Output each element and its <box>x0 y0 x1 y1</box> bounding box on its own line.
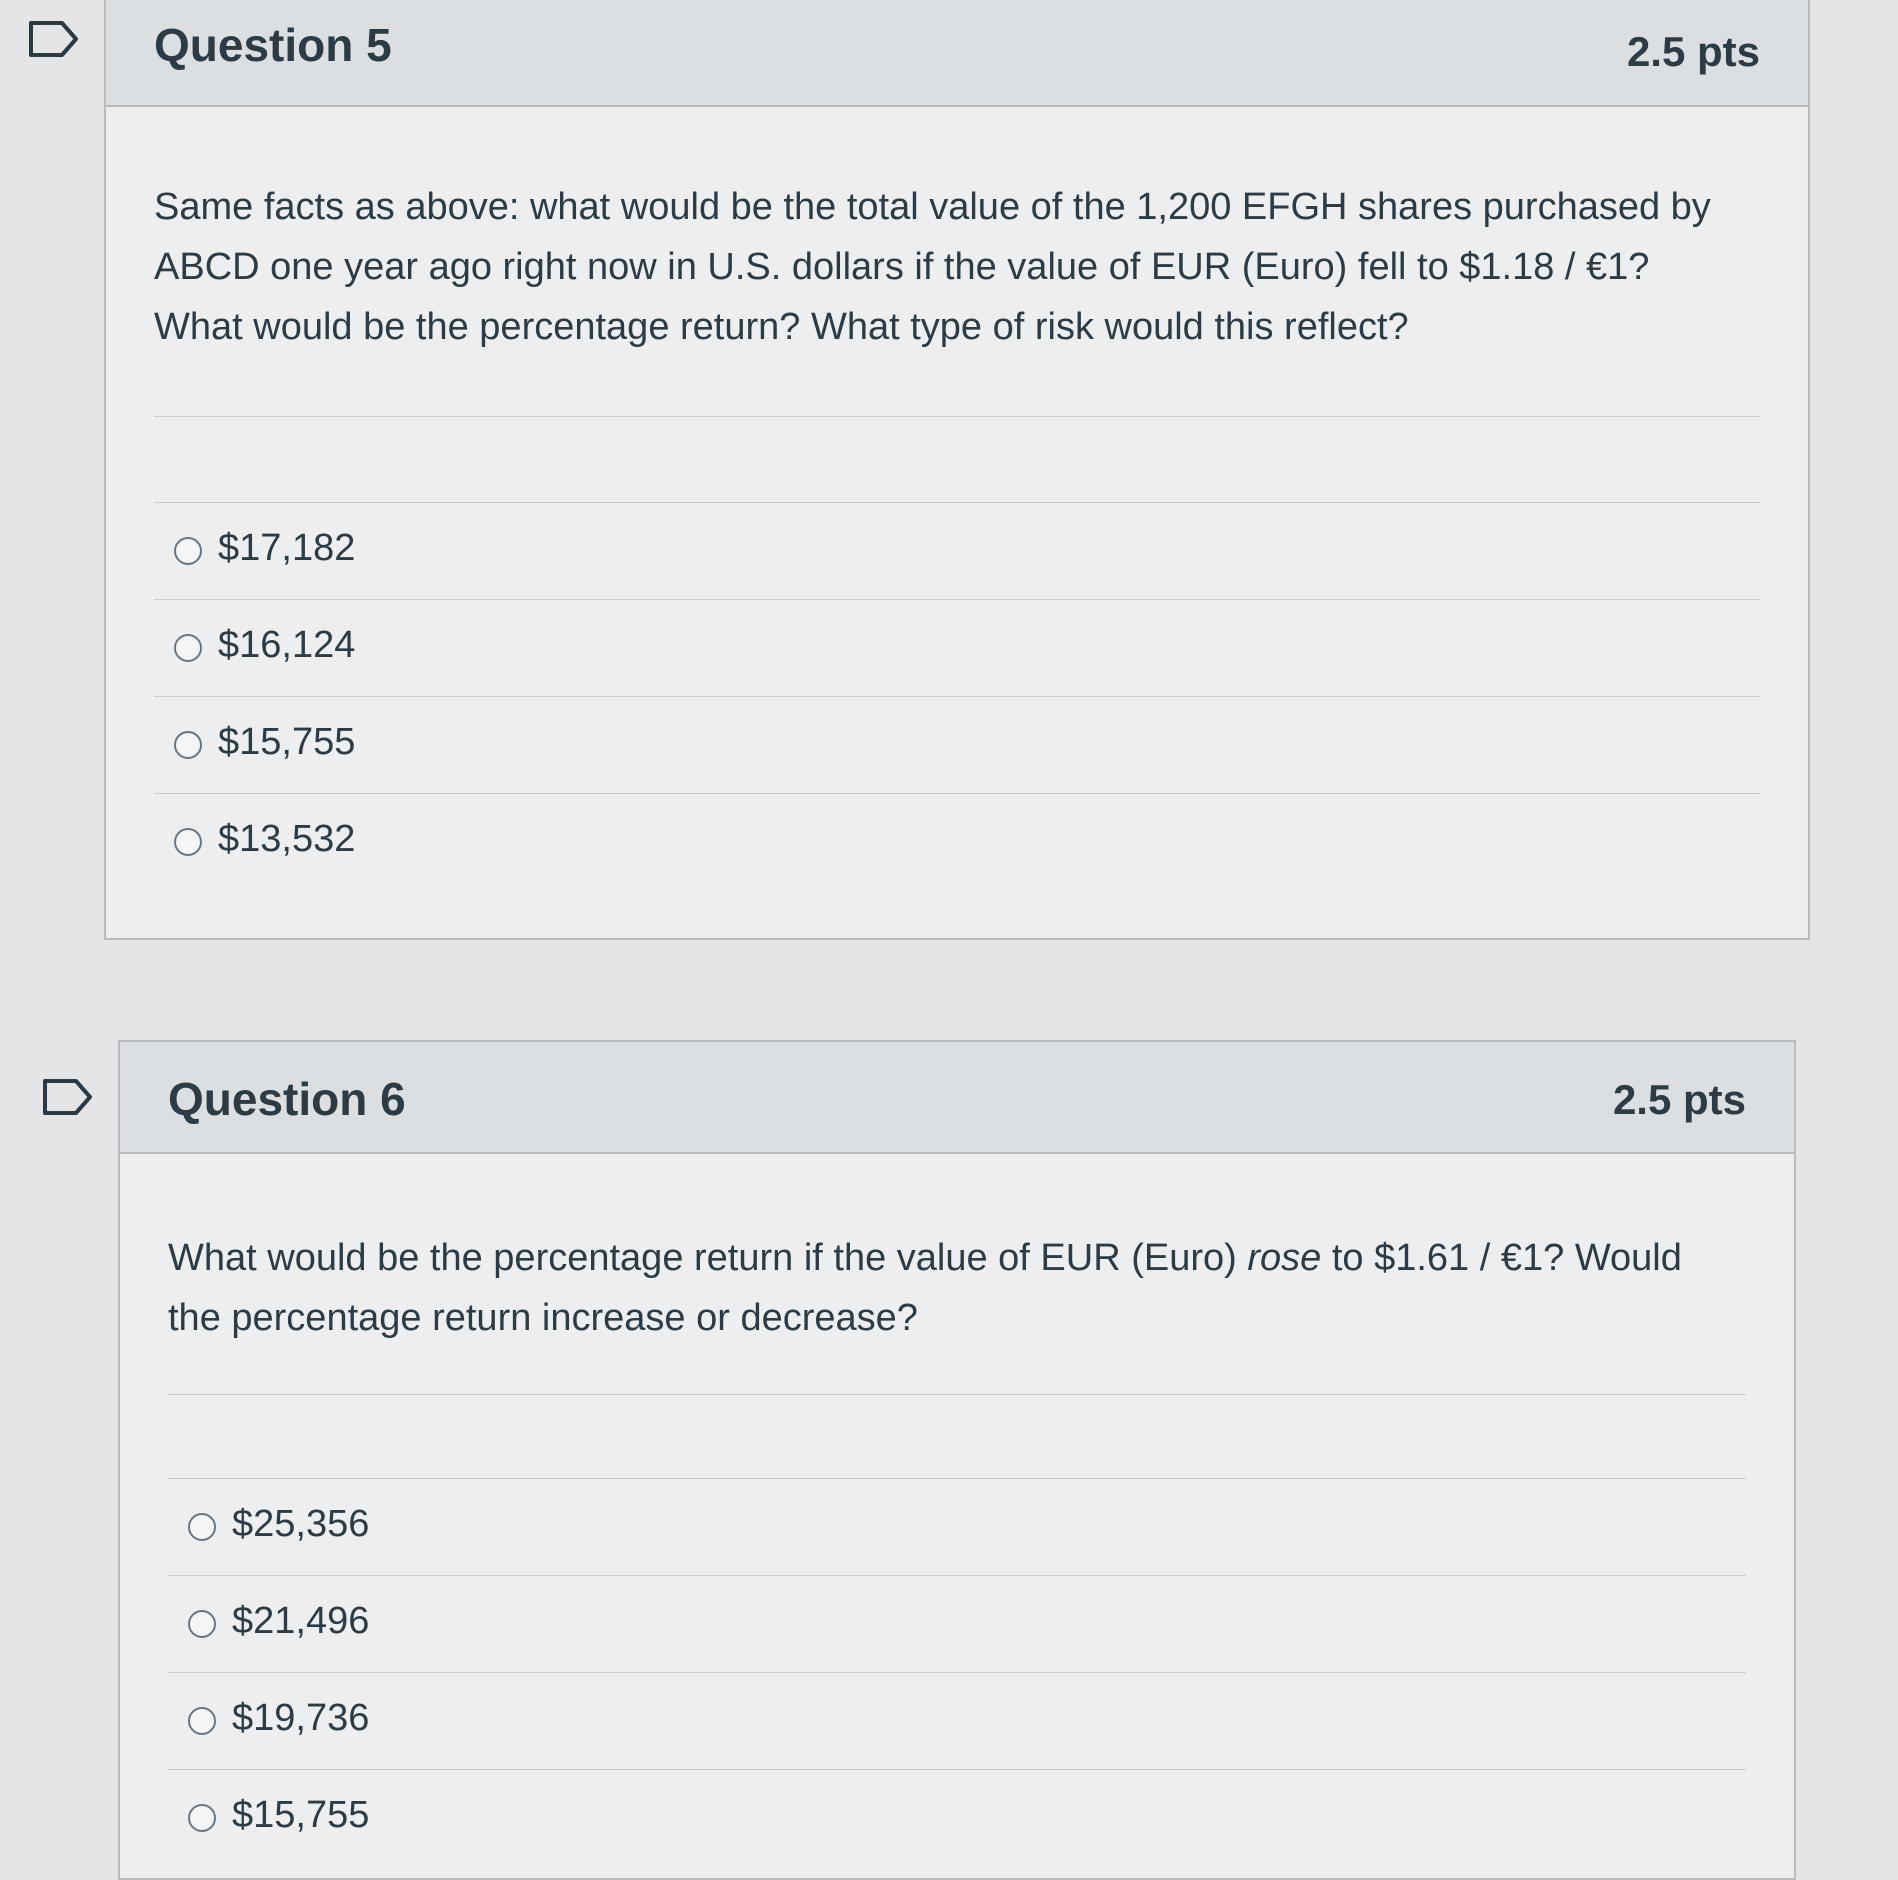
question-5-answer-option[interactable] <box>154 599 1760 696</box>
radio-button[interactable] <box>188 1707 216 1735</box>
radio-button[interactable] <box>174 731 202 759</box>
question-6-answer-option[interactable] <box>168 1769 1746 1866</box>
question-6-answer-option[interactable] <box>168 1478 1746 1575</box>
flag-question-5-icon[interactable] <box>28 20 80 58</box>
question-5-answer-option[interactable] <box>154 793 1760 890</box>
answer-label: $16,124 <box>218 624 356 666</box>
question-6-answer-option[interactable] <box>168 1575 1746 1672</box>
question-5-title: Question 5 <box>154 19 392 71</box>
flag-question-6-icon[interactable] <box>42 1078 94 1116</box>
answer-label: $21,496 <box>232 1600 370 1642</box>
question-5-text-line-2: ABCD one year ago right now in U.S. dollars if the value of EUR (Euro) fell to $1.18 / €1? <box>154 246 1650 288</box>
answer-label: $17,182 <box>218 527 356 569</box>
question-5-card <box>104 0 1810 940</box>
question-6-answer-option[interactable] <box>168 1672 1746 1769</box>
question-6-text-line-1 <box>168 1228 1768 1288</box>
question-6-text-part-2: to $1.61 / €1? Would <box>1321 1237 1682 1279</box>
answer-label: $15,755 <box>232 1794 370 1836</box>
answer-label: $25,356 <box>232 1503 370 1545</box>
question-6-points: 2.5 pts <box>1612 1076 1746 1123</box>
question-6-text <box>168 1228 1768 1348</box>
question-6-divider <box>168 1394 1746 1395</box>
radio-button[interactable] <box>174 828 202 856</box>
question-6-text-emphasis: rose <box>1247 1237 1322 1279</box>
answer-label: $19,736 <box>232 1697 370 1739</box>
question-5-header <box>106 0 1808 107</box>
question-5-text <box>154 177 1774 357</box>
question-6-text-part-1: What would be the percentage return if the value of EUR (Euro) <box>168 1237 1248 1279</box>
radio-button[interactable] <box>188 1513 216 1541</box>
answer-label: $13,532 <box>218 818 356 860</box>
question-6-title: Question 6 <box>168 1073 406 1125</box>
question-5-text-line-1: Same facts as above: what would be the total value of the 1,200 EFGH shares purchased by <box>154 186 1711 228</box>
question-5-text-line-3: What would be the percentage return? What type of risk would this reflect? <box>154 306 1409 348</box>
question-5-answer-option[interactable] <box>154 502 1760 599</box>
radio-button[interactable] <box>188 1610 216 1638</box>
radio-button[interactable] <box>188 1804 216 1832</box>
answer-label: $15,755 <box>218 721 356 763</box>
question-6-text-line-2: the percentage return increase or decrease? <box>168 1297 918 1339</box>
question-5-divider <box>154 416 1760 417</box>
question-6-card <box>118 1040 1796 1880</box>
radio-button[interactable] <box>174 537 202 565</box>
question-5-points: 2.5 pts <box>1626 28 1760 75</box>
question-6-header <box>120 1042 1794 1154</box>
question-5-answer-option[interactable] <box>154 696 1760 793</box>
radio-button[interactable] <box>174 634 202 662</box>
